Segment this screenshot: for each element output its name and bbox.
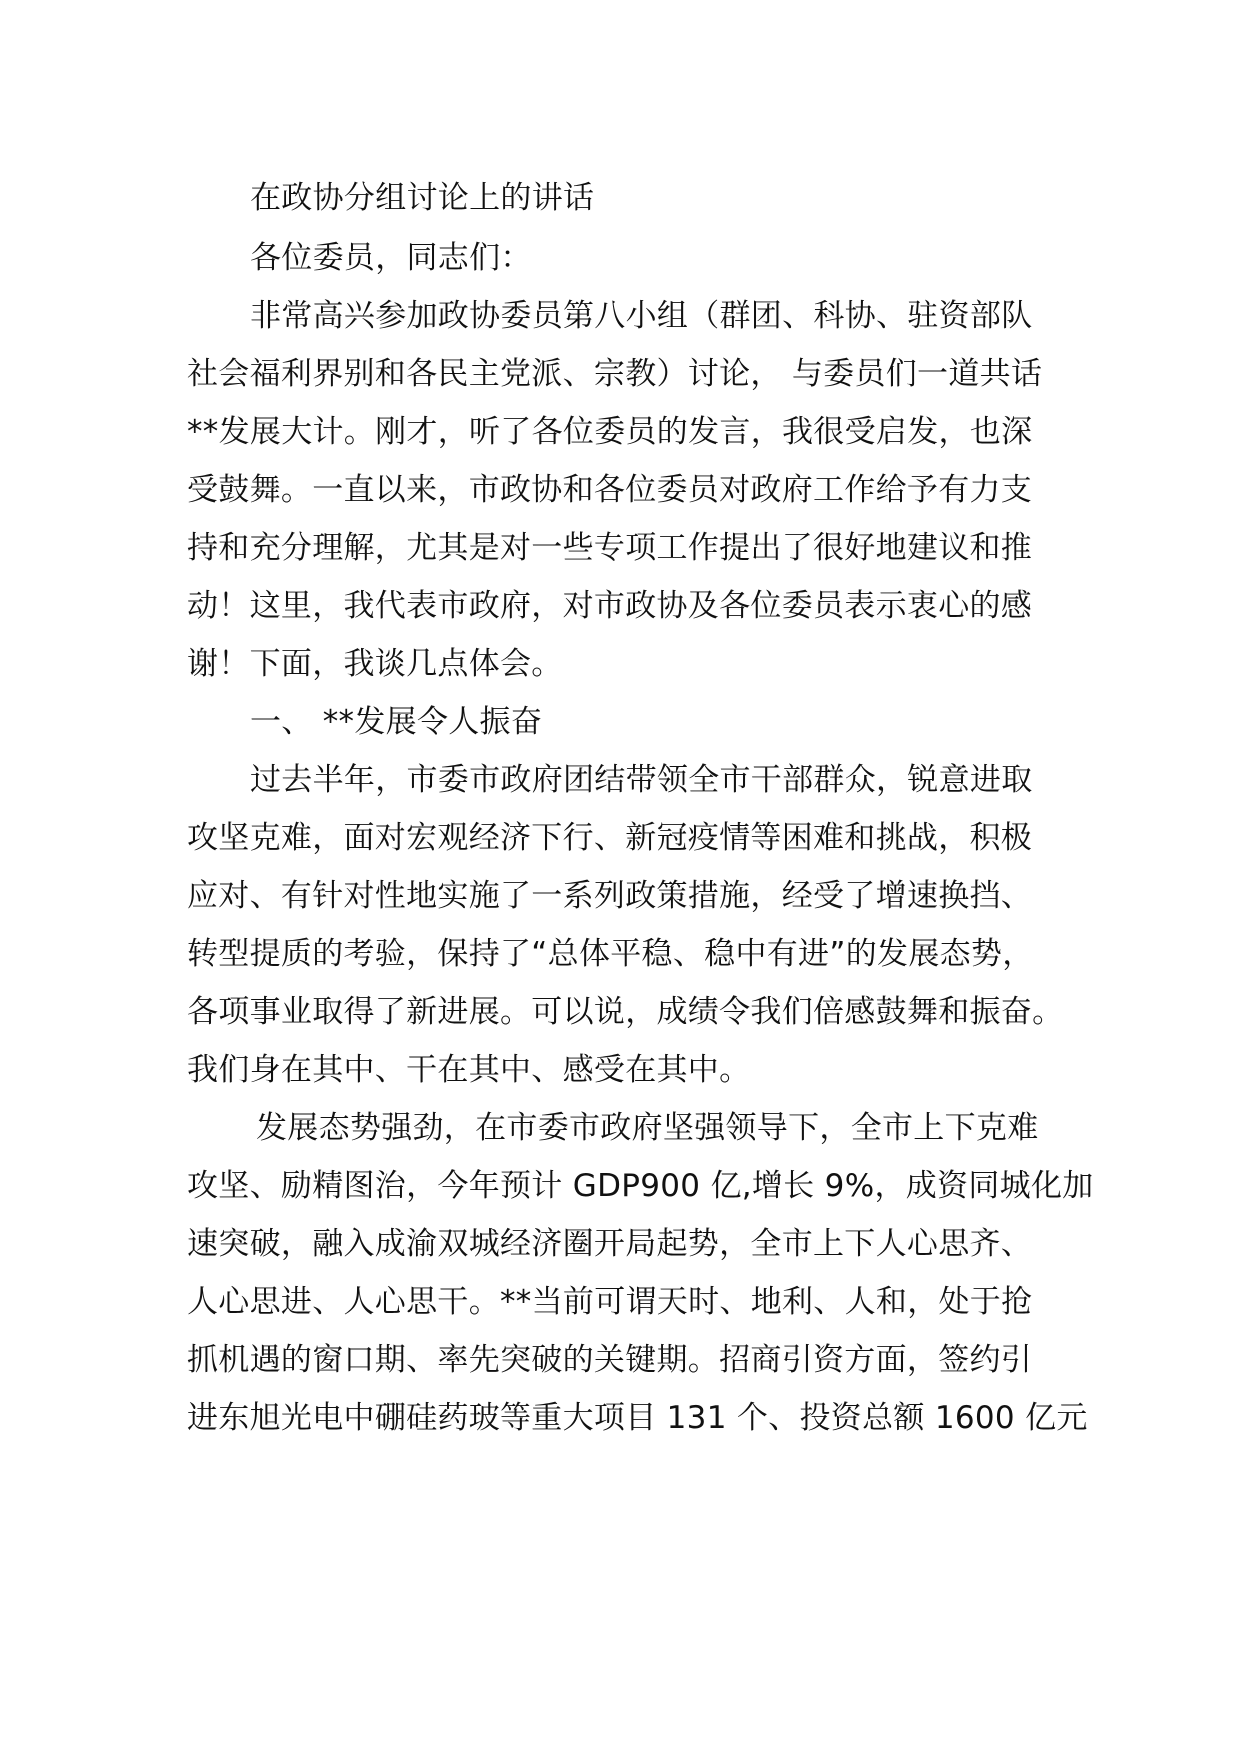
paragraph-3-line-3: 速突破，融入成渝双城经济圈开局起势，全市上下人心思齐、 [187, 1226, 1033, 1262]
paragraph-1-line-5: 持和充分理解，尤其是对一些专项工作提出了很好地建议和推 [187, 530, 1033, 566]
paragraph-1-line-7: 谢！下面，我谈几点体会。 [187, 646, 563, 682]
paragraph-2-line-2: 攻坚克难，面对宏观经济下行、新冠疫情等困难和挑战，积极 [187, 820, 1033, 856]
paragraph-2-line-5: 各项事业取得了新进展。可以说，成绩令我们倍感鼓舞和振奋。 [187, 994, 1064, 1030]
paragraph-2-line-3: 应对、有针对性地实施了一系列政策措施，经受了增速换挡、 [187, 878, 1033, 914]
paragraph-1-line-2: 社会福利界别和各民主党派、宗教）讨论， 与委员们一道共话 [187, 356, 1043, 392]
paragraph-3-line-2: 攻坚、励精图治，今年预计 GDP900 亿,增长 9%，成资同城化加 [187, 1168, 1094, 1204]
paragraph-1-line-6: 动！这里，我代表市政府，对市政协及各位委员表示衷心的感 [187, 588, 1033, 624]
paragraph-2-line-1: 过去半年，市委市政府团结带领全市干部群众，锐意进取 [250, 762, 1033, 798]
paragraph-3-line-4: 人心思进、人心思干。**当前可谓天时、地利、人和，处于抢 [187, 1284, 1033, 1320]
paragraph-2-line-4: 转型提质的考验，保持了“总体平稳、稳中有进”的发展态势， [187, 936, 1034, 972]
section-heading-1: 一、 **发展令人振奋 [250, 704, 543, 740]
paragraph-2-line-6: 我们身在其中、干在其中、感受在其中。 [187, 1052, 751, 1088]
paragraph-1-line-3: **发展大计。刚才，听了各位委员的发言，我很受启发，也深 [187, 414, 1033, 450]
paragraph-3-line-6: 进东旭光电中硼硅药玻等重大项目 131 个、投资总额 1600 亿元 [187, 1400, 1088, 1436]
speech-title: 在政协分组讨论上的讲话 [250, 180, 595, 216]
salutation: 各位委员，同志们： [250, 240, 532, 276]
paragraph-1-line-1: 非常高兴参加政协委员第八小组（群团、科协、驻资部队 [250, 298, 1033, 334]
paragraph-3-line-1: 发展态势强劲，在市委市政府坚强领导下，全市上下克难 [256, 1110, 1039, 1146]
paragraph-3-line-5: 抓机遇的窗口期、率先突破的关键期。招商引资方面，签约引 [187, 1342, 1033, 1378]
paragraph-1-line-4: 受鼓舞。一直以来，市政协和各位委员对政府工作给予有力支 [187, 472, 1033, 508]
